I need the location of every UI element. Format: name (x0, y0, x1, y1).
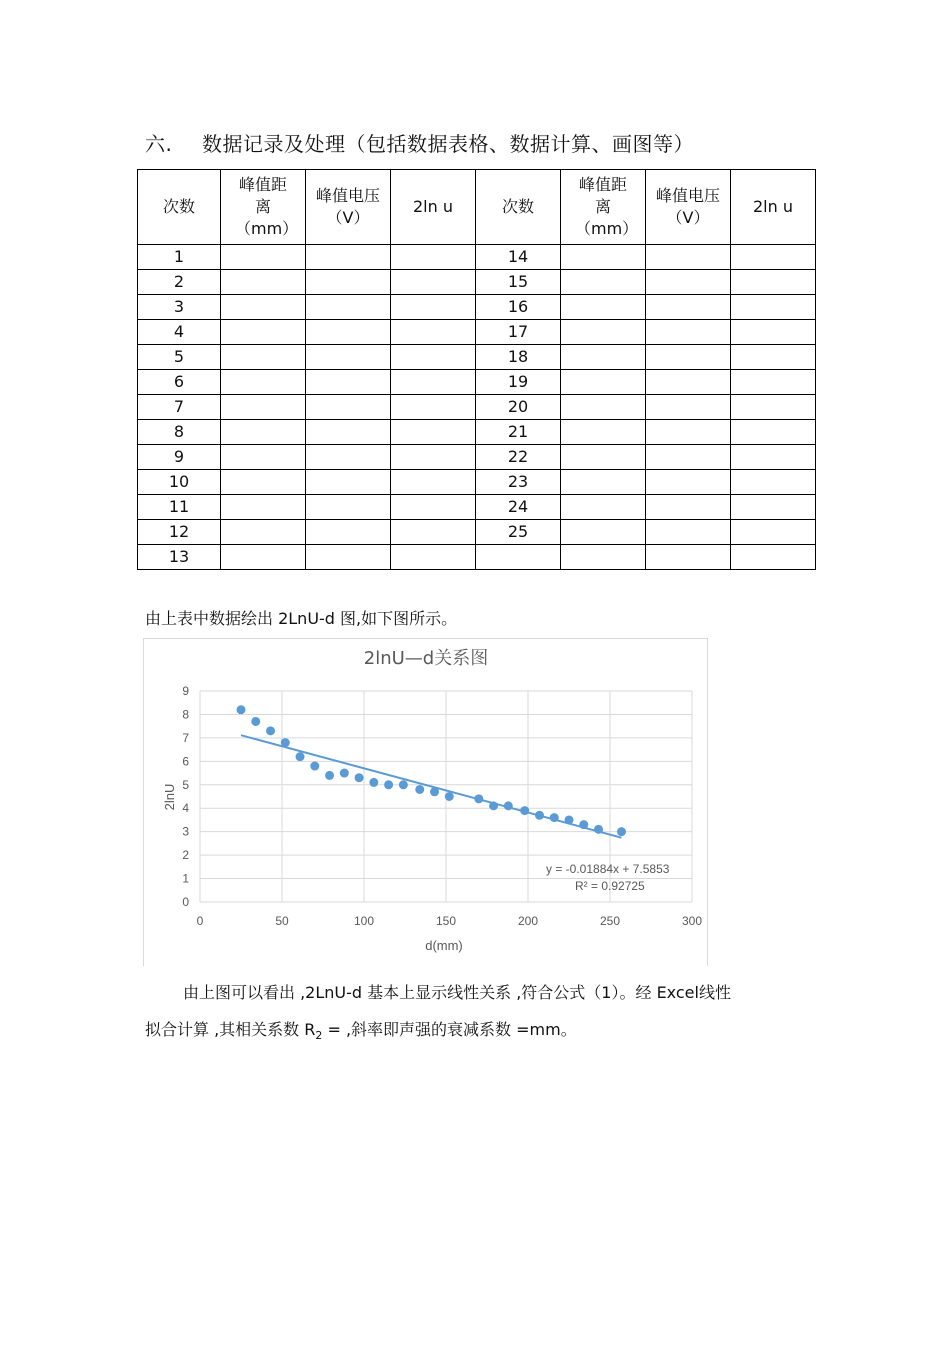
peak-distance-cell (561, 395, 646, 420)
y-tick-label: 2 (182, 848, 189, 863)
data-point (415, 785, 424, 794)
peak-voltage-cell (306, 320, 391, 345)
peak-voltage-cell (646, 545, 731, 570)
peak-voltage-cell (646, 470, 731, 495)
2lnu-cell (391, 320, 476, 345)
data-point (594, 825, 603, 834)
r-squared-label: R² = 0.92725 (575, 879, 645, 893)
x-tick-label: 300 (681, 914, 703, 928)
y-tick-label: 7 (182, 730, 189, 745)
peak-voltage-cell (306, 395, 391, 420)
2lnu-cell (391, 420, 476, 445)
trend-equation: y = -0.01884x + 7.5853 (546, 862, 670, 876)
peak-voltage-cell (306, 370, 391, 395)
peak-distance-cell (561, 320, 646, 345)
peak-voltage-cell (646, 395, 731, 420)
2lnu-cell (731, 470, 816, 495)
peak-voltage-cell (646, 370, 731, 395)
row-number-cell: 16 (476, 295, 561, 320)
data-point (355, 773, 364, 782)
table-row (138, 495, 816, 520)
row-number-cell: 18 (476, 345, 561, 370)
peak-distance-cell (221, 320, 306, 345)
peak-distance-cell (561, 470, 646, 495)
y-tick-label: 0 (182, 895, 189, 909)
peak-voltage-cell (646, 295, 731, 320)
y-tick-label: 5 (182, 777, 189, 792)
peak-distance-cell (561, 270, 646, 295)
peak-voltage-cell (306, 245, 391, 270)
row-number-cell: 22 (476, 445, 561, 470)
peak-distance-cell (561, 245, 646, 270)
peak-voltage-cell (646, 495, 731, 520)
peak-distance-cell (221, 470, 306, 495)
data-point (281, 738, 290, 747)
subscript-2: 2 (315, 1029, 323, 1043)
row-number-cell: 25 (476, 520, 561, 545)
data-point (384, 780, 393, 789)
header-2lnu: 2ln u (391, 170, 476, 245)
row-number-cell: 10 (138, 470, 221, 495)
peak-voltage-cell (306, 545, 391, 570)
row-number-cell: 24 (476, 495, 561, 520)
2lnu-cell (731, 370, 816, 395)
data-points (237, 705, 626, 836)
2lnu-cell (731, 320, 816, 345)
table-row (138, 270, 816, 295)
peak-voltage-cell (306, 470, 391, 495)
conclusion-text-line2 (145, 1017, 577, 1042)
header-2lnu: 2ln u (731, 170, 816, 245)
row-number-cell: 4 (138, 320, 221, 345)
2lnu-cell (391, 370, 476, 395)
2lnu-cell (731, 295, 816, 320)
peak-distance-cell (221, 245, 306, 270)
2lnu-cell (391, 545, 476, 570)
section-heading (145, 128, 694, 157)
peak-distance-cell (561, 520, 646, 545)
row-number-cell: 19 (476, 370, 561, 395)
header-peak-voltage: 峰值电压（V） (306, 170, 391, 245)
table-row (138, 420, 816, 445)
table-row (138, 445, 816, 470)
peak-voltage-cell (306, 445, 391, 470)
data-point (579, 820, 588, 829)
peak-distance-cell (221, 520, 306, 545)
peak-distance-cell (561, 345, 646, 370)
peak-distance-cell (561, 445, 646, 470)
section-title: 数据记录及处理（包括数据表格、数据计算、画图等） (202, 132, 694, 156)
row-number-cell: 9 (138, 445, 221, 470)
peak-voltage-cell (646, 245, 731, 270)
peak-distance-cell (561, 545, 646, 570)
header-peak-distance: 峰值距离（mm） (221, 170, 306, 245)
peak-voltage-cell (306, 295, 391, 320)
header-count: 次数 (476, 170, 561, 245)
row-number-cell: 15 (476, 270, 561, 295)
2lnu-cell (731, 245, 816, 270)
table-row (138, 295, 816, 320)
peak-distance-cell (561, 370, 646, 395)
2lnu-cell (391, 520, 476, 545)
data-point (310, 762, 319, 771)
data-table (137, 169, 816, 570)
peak-distance-cell (221, 395, 306, 420)
peak-distance-cell (221, 495, 306, 520)
table-row (138, 320, 816, 345)
x-tick-label: 0 (196, 914, 204, 928)
peak-voltage-cell (646, 445, 731, 470)
2lnu-cell (731, 495, 816, 520)
data-point (296, 752, 305, 761)
data-point (474, 794, 483, 803)
peak-voltage-cell (646, 420, 731, 445)
x-tick-label: 150 (435, 914, 457, 928)
x-tick-labels (197, 914, 703, 928)
y-axis-label: 2lnU (162, 783, 177, 811)
data-point (504, 801, 513, 810)
data-point (251, 717, 260, 726)
peak-voltage-cell (306, 345, 391, 370)
x-tick-label: 50 (275, 914, 289, 928)
peak-distance-cell (221, 420, 306, 445)
conclusion-text-part2: = ,斜率即声强的衰减系数 =mm。 (322, 1020, 577, 1039)
peak-voltage-cell (646, 520, 731, 545)
data-point (445, 792, 454, 801)
2lnu-cell (731, 545, 816, 570)
y-tick-label: 1 (182, 871, 189, 886)
data-point (399, 780, 408, 789)
2lnu-cell (731, 420, 816, 445)
section-number: 六. (145, 132, 173, 156)
row-number-cell: 7 (138, 395, 221, 420)
row-number-cell: 14 (476, 245, 561, 270)
peak-distance-cell (221, 445, 306, 470)
data-point (617, 827, 626, 836)
peak-distance-cell (561, 295, 646, 320)
row-number-cell: 11 (138, 495, 221, 520)
data-point (237, 705, 246, 714)
row-number-cell: 13 (138, 545, 221, 570)
data-point (369, 778, 378, 787)
row-number-cell: 3 (138, 295, 221, 320)
row-number-cell: 8 (138, 420, 221, 445)
conclusion-text-part1: 拟合计算 ,其相关系数 R (145, 1020, 316, 1039)
data-point (430, 787, 439, 796)
data-point (535, 811, 544, 820)
row-number-cell: 20 (476, 395, 561, 420)
peak-voltage-cell (646, 270, 731, 295)
data-point (266, 726, 275, 735)
chart-intro-text: 由上表中数据绘出 2LnU-d 图,如下图所示。 (145, 609, 458, 628)
x-tick-label: 100 (353, 914, 375, 928)
row-number-cell: 17 (476, 320, 561, 345)
2lnu-cell (731, 445, 816, 470)
peak-distance-cell (221, 345, 306, 370)
2lnu-cell (391, 495, 476, 520)
chart-title: 2lnU—d关系图 (363, 648, 489, 669)
data-point (325, 771, 334, 780)
x-axis-label: d(mm) (425, 938, 463, 953)
peak-distance-cell (221, 295, 306, 320)
conclusion-text-line1: 由上图可以看出 ,2LnU-d 基本上显示线性关系 ,符合公式（1）。经 Excel线性 (183, 983, 731, 1002)
2lnu-cell (391, 345, 476, 370)
y-tick-label: 8 (182, 707, 189, 722)
row-number-cell: 23 (476, 470, 561, 495)
scatter-chart (144, 639, 707, 966)
table-row (138, 370, 816, 395)
peak-voltage-cell (306, 520, 391, 545)
table-row (138, 345, 816, 370)
2lnu-cell (391, 445, 476, 470)
2lnu-cell (391, 470, 476, 495)
chart-container (143, 638, 708, 966)
peak-distance-cell (221, 545, 306, 570)
peak-distance-cell (221, 270, 306, 295)
peak-distance-cell (561, 420, 646, 445)
2lnu-cell (731, 270, 816, 295)
peak-distance-cell (561, 495, 646, 520)
y-tick-labels (182, 684, 189, 909)
y-tick-label: 9 (182, 684, 189, 698)
table-row (138, 470, 816, 495)
y-tick-label: 6 (182, 754, 189, 769)
row-number-cell: 1 (138, 245, 221, 270)
row-number-cell: 12 (138, 520, 221, 545)
row-number-cell: 21 (476, 420, 561, 445)
table-row (138, 245, 816, 270)
trendline (241, 735, 621, 837)
peak-voltage-cell (306, 420, 391, 445)
data-point (565, 815, 574, 824)
x-tick-label: 200 (517, 914, 539, 928)
row-number-cell: 2 (138, 270, 221, 295)
table-row (138, 395, 816, 420)
2lnu-cell (391, 270, 476, 295)
header-peak-distance: 峰值距离（mm） (561, 170, 646, 245)
2lnu-cell (731, 395, 816, 420)
data-point (489, 801, 498, 810)
row-number-cell: 6 (138, 370, 221, 395)
peak-voltage-cell (306, 495, 391, 520)
data-point (550, 813, 559, 822)
peak-distance-cell (221, 370, 306, 395)
table-row (138, 545, 816, 570)
data-point (520, 806, 529, 815)
2lnu-cell (731, 520, 816, 545)
data-point (340, 769, 349, 778)
peak-voltage-cell (646, 345, 731, 370)
table-row (138, 520, 816, 545)
2lnu-cell (731, 345, 816, 370)
2lnu-cell (391, 395, 476, 420)
header-count: 次数 (138, 170, 221, 245)
row-number-cell (476, 545, 561, 570)
2lnu-cell (391, 295, 476, 320)
row-number-cell: 5 (138, 345, 221, 370)
table-header-row (138, 170, 816, 245)
2lnu-cell (391, 245, 476, 270)
y-tick-label: 4 (182, 801, 189, 816)
x-tick-label: 250 (599, 914, 621, 928)
peak-voltage-cell (646, 320, 731, 345)
y-tick-label: 3 (182, 824, 189, 839)
peak-voltage-cell (306, 270, 391, 295)
header-peak-voltage: 峰值电压（V） (646, 170, 731, 245)
